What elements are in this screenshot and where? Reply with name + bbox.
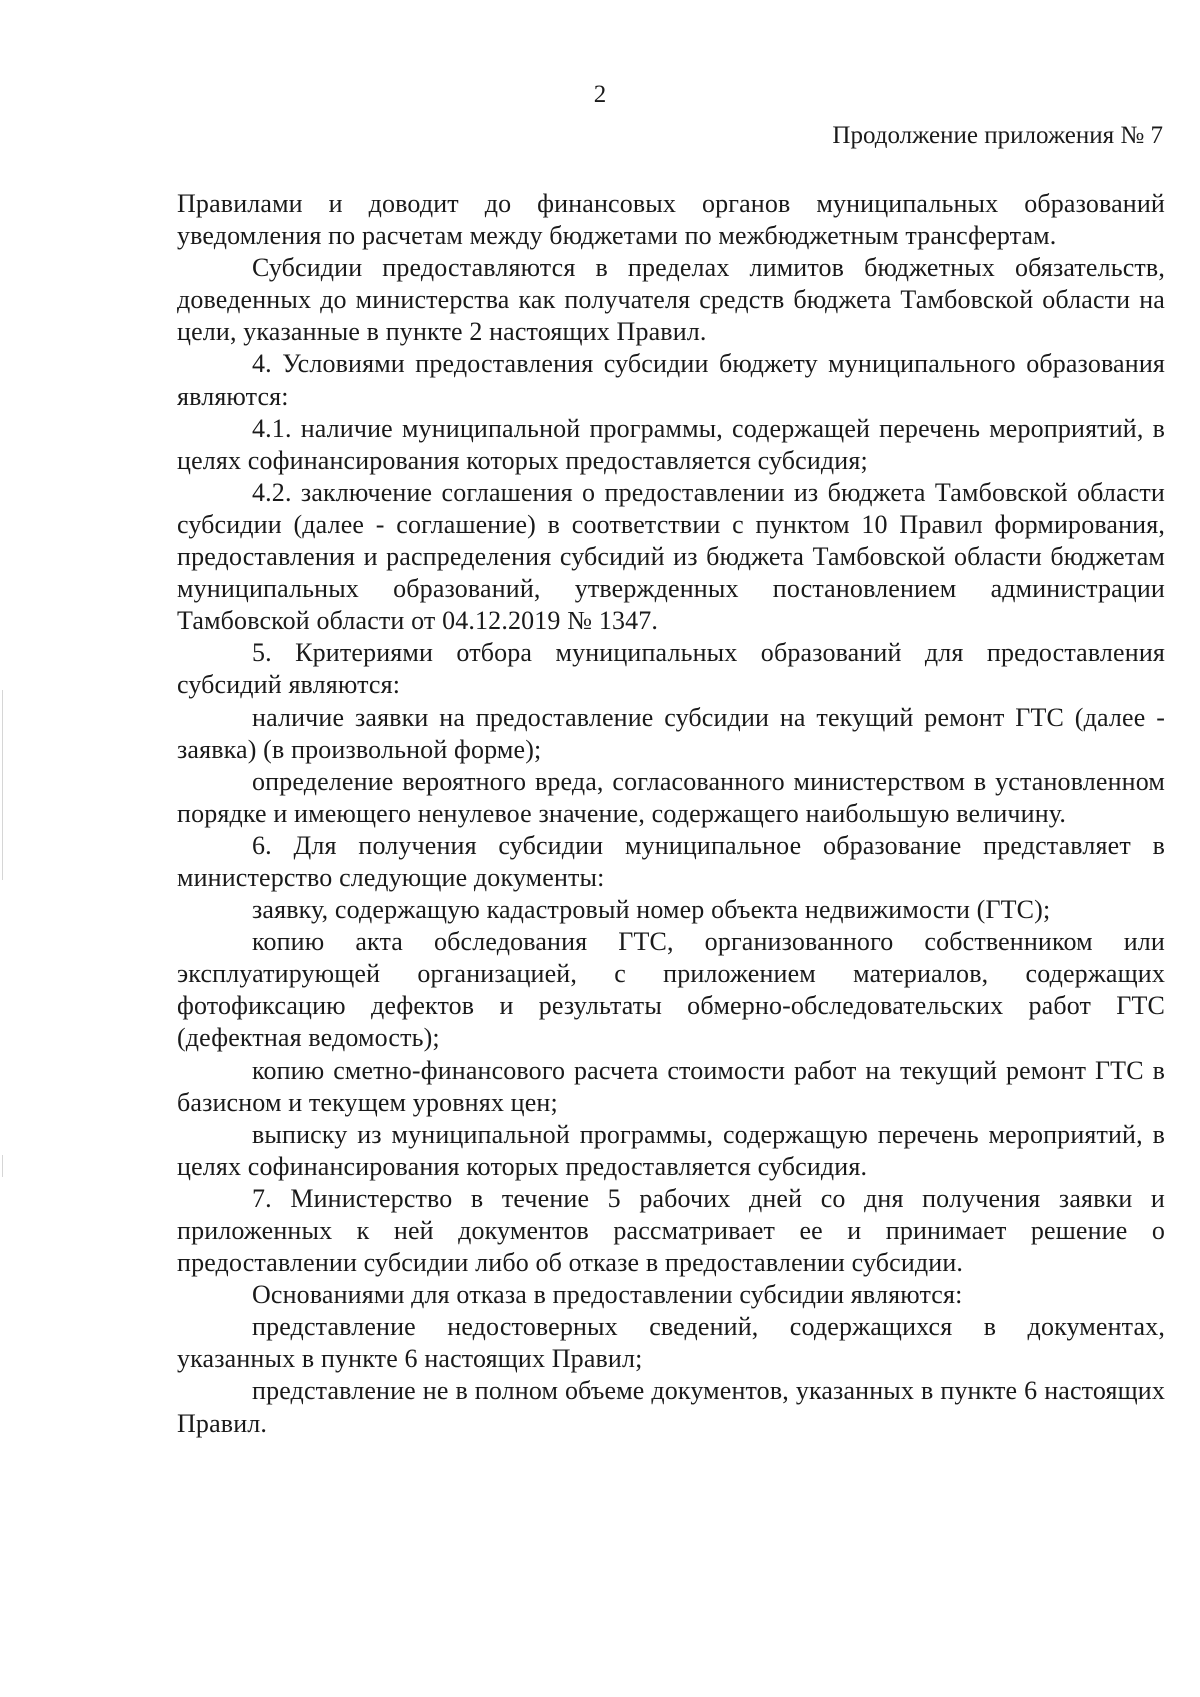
paragraph: 4.1. наличие муниципальной программы, содержащей перечень мероприятий, в целях софинансирования которых предоставляется субсидия; (177, 413, 1165, 475)
paragraph: копию сметно-финансового расчета стоимости работ на текущий ремонт ГТС в базисном и текущем уровнях цен; (177, 1055, 1165, 1117)
paragraph: 4.2. заключение соглашения о предоставлении из бюджета Тамбовской области субсидии (далее - соглашение) в соответствии с пунктом 10 Правил формирования, предоставления и распределения субсидий из бюджета Тамбовской области бюджетам муниципальных образований, утвержденных постановлением администрации Тамбовской области от 04.12.2019 № 1347. (177, 477, 1165, 636)
paragraph: выписку из муниципальной программы, содержащую перечень мероприятий, в целях софинансирования которых предоставляется субсидия. (177, 1119, 1165, 1181)
paragraph: 4. Условиями предоставления субсидии бюджету муниципального образования являются: (177, 349, 1165, 411)
paragraph: 6. Для получения субсидии муниципальное образование представляет в министерство следующие документы: (177, 830, 1165, 892)
paragraph: Субсидии предоставляются в пределах лимитов бюджетных обязательств, доведенных до министерства как получателя средств бюджета Тамбовской области на цели, указанные в пункте 2 настоящих Правил. (177, 253, 1165, 347)
appendix-continuation-label: Продолжение приложения № 7 (832, 122, 1163, 149)
document-body (177, 188, 1165, 1440)
scan-edge-mark (2, 1155, 3, 1177)
paragraph: представление не в полном объеме документов, указанных в пункте 6 настоящих Правил. (177, 1376, 1165, 1438)
page-number: 2 (593, 81, 607, 108)
paragraph: Правилами и доводит до финансовых органов муниципальных образований уведомления по расчетам между бюджетами по межбюджетным трансфертам. (177, 189, 1165, 251)
paragraph: определение вероятного вреда, согласованного министерством в установленном порядке и имеющего ненулевое значение, содержащего наибольшую величину. (177, 766, 1165, 828)
paragraph: 7. Министерство в течение 5 рабочих дней со дня получения заявки и приложенных к ней документов рассматривает ее и принимает решение о предоставлении субсидии либо об отказе в предоставлении субсидии. (177, 1183, 1165, 1278)
paragraph: Основаниями для отказа в предоставлении субсидии являются: (252, 1280, 963, 1310)
paragraph: наличие заявки на предоставление субсидии на текущий ремонт ГТС (далее - заявка) (в произвольной форме); (177, 702, 1165, 764)
paragraph: копию акта обследования ГТС, организованного собственником или эксплуатирующей организацией, с приложением материалов, содержащих фотофиксацию дефектов и результаты обмерно-обследовательских работ ГТС (дефектная ведомость); (177, 927, 1165, 1053)
paragraph: 5. Критериями отбора муниципальных образований для предоставления субсидий являются: (177, 638, 1165, 700)
paragraph: представление недостоверных сведений, содержащихся в документах, указанных в пункте 6 настоящих Правил; (177, 1312, 1165, 1374)
paragraph: заявку, содержащую кадастровый номер объекта недвижимости (ГТС); (252, 895, 1051, 925)
scan-edge-mark (2, 690, 3, 880)
